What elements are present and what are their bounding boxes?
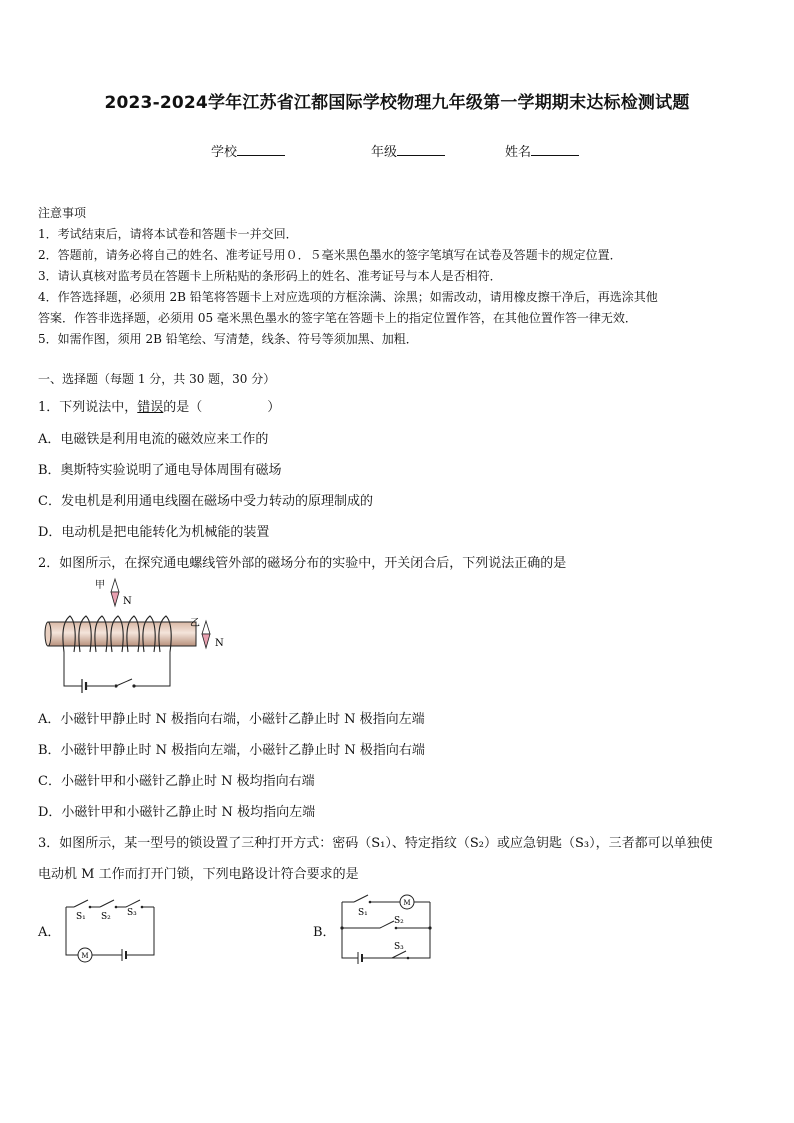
grade-field[interactable]	[371, 141, 445, 160]
question-1-stem	[38, 396, 280, 415]
s3-label: S₃	[127, 908, 137, 918]
label-n-jia: N	[123, 596, 132, 607]
wire-left	[64, 652, 76, 686]
school-label: 学校	[211, 145, 238, 160]
circuit-a-diagram[interactable]	[58, 893, 162, 963]
question-2-stem: 2．如图所示，在探究通电螺线管外部的磁场分布的实验中，开关闭合后，下列说法正确的是	[38, 556, 567, 571]
q2-option-d[interactable]: D．小磁针甲和小磁针乙静止时 N 极均指向左端	[38, 805, 316, 820]
note-item: 3．请认真核对监考员在答题卡上所粘贴的条形码上的姓名、准考证号与本人是否相符．	[38, 269, 502, 283]
name-label: 姓名	[505, 145, 532, 160]
motor-label: M	[403, 899, 411, 907]
compass-needle-yi	[202, 621, 210, 634]
s2-label: S₂	[101, 912, 111, 922]
q3-option-a-label[interactable]: A．	[38, 925, 61, 940]
q1-option-a[interactable]: A．电磁铁是利用电流的磁效应来工作的	[38, 432, 269, 447]
motor-label: M	[81, 952, 89, 960]
wire-right	[158, 652, 170, 686]
switch-s1-icon	[354, 895, 368, 902]
q2-option-b[interactable]: B．小磁针甲静止时 N 极指向左端，小磁针乙静止时 N 极指向右端	[38, 743, 425, 758]
switch-s2-icon	[100, 900, 114, 907]
switch-s2-icon	[380, 921, 394, 928]
q1-stem-b: 的是（ ）	[163, 400, 281, 415]
name-blank[interactable]	[531, 143, 579, 156]
q1-option-b[interactable]: B．奥斯特实验说明了通电导体周围有磁场	[38, 463, 282, 478]
page-title: 2023-2024学年江苏省江都国际学校物理九年级第一学期期末达标检测试题	[104, 93, 690, 113]
school-field[interactable]	[211, 141, 285, 160]
q1-option-d[interactable]: D．电动机是把电能转化为机械能的装置	[38, 525, 270, 540]
s2-label: S₂	[394, 916, 404, 926]
name-field[interactable]	[505, 141, 579, 160]
notes-heading: 注意事项	[38, 206, 87, 220]
circuit-b-diagram[interactable]	[336, 890, 436, 966]
switch-s3-icon	[126, 900, 140, 907]
q1-stem-a: 1．下列说法中，	[38, 400, 138, 415]
section-heading: 一、选择题（每题 1 分，共 30 题，30 分）	[38, 372, 276, 386]
label-jia: 甲	[95, 580, 105, 591]
grade-blank[interactable]	[397, 143, 445, 156]
label-yi: 乙	[190, 618, 200, 629]
s1-label: S₁	[358, 908, 368, 918]
s3-label: S₃	[394, 942, 404, 952]
note-item: 2．答题前，请务必将自己的姓名、准考证号用０．５毫米黑色墨水的签字笔填写在试卷及答题卡的规定位置．	[38, 248, 622, 262]
compass-needle-jia	[111, 579, 119, 592]
q3-option-b-label[interactable]: B．	[313, 925, 336, 940]
s1-label: S₁	[76, 912, 86, 922]
label-n-yi: N	[215, 638, 224, 649]
switch-s1-icon	[74, 900, 88, 907]
note-item: 4．作答选择题，必须用 2B 铅笔将答题卡上对应选项的方框涂满、涂黑；如需改动，请用橡皮擦干净后，再选涂其他	[38, 290, 658, 304]
q1-option-c[interactable]: C．发电机是利用通电线圈在磁场中受力转动的原理制成的	[38, 494, 373, 509]
note-item: 答案．作答非选择题，必须用 05 毫米黑色墨水的签字笔在答题卡上的指定位置作答，在其他位置作答一律无效．	[38, 311, 637, 325]
note-item: 5．如需作图，须用 2B 铅笔绘、写清楚，线条、符号等须加黑、加粗．	[38, 332, 418, 346]
question-3-stem-line1: 3．如图所示，某一型号的锁设置了三种打开方式：密码（S₁）、特定指纹（S₂）或应急钥匙（S₃），三者都可以单独使	[38, 836, 713, 851]
q1-stem-emphasis: 错误	[137, 400, 164, 415]
solenoid-figure	[40, 576, 240, 694]
note-item: 1．考试结束后，请将本试卷和答题卡一并交回．	[38, 227, 298, 241]
q2-option-c[interactable]: C．小磁针甲和小磁针乙静止时 N 极均指向右端	[38, 774, 315, 789]
school-blank[interactable]	[237, 143, 285, 156]
switch-icon	[116, 679, 132, 686]
q2-option-a[interactable]: A．小磁针甲静止时 N 极指向右端，小磁针乙静止时 N 极指向左端	[38, 712, 425, 727]
question-3-stem-line2: 电动机 M 工作而打开门锁，下列电路设计符合要求的是	[38, 867, 359, 882]
switch-s3-icon	[392, 951, 406, 958]
grade-label: 年级	[371, 145, 398, 160]
